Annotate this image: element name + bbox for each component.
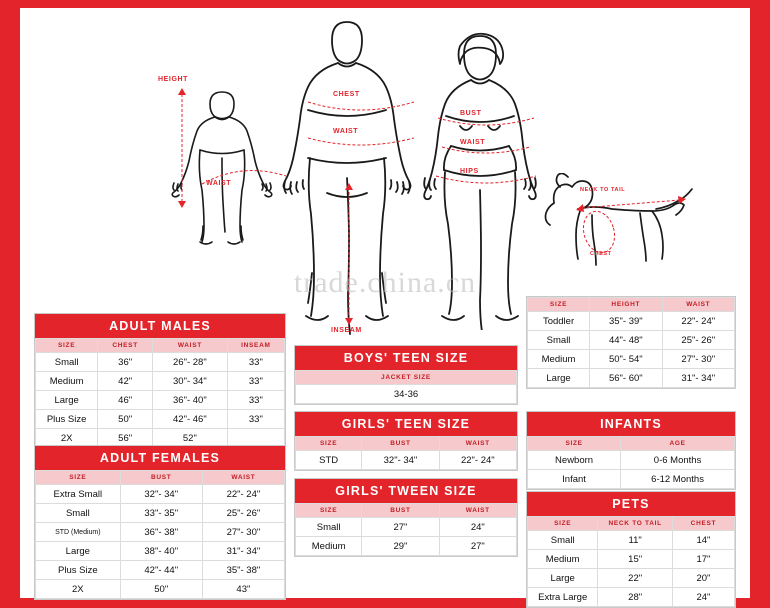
cell-bust: 33"- 35" xyxy=(120,504,202,523)
cell-waist: 27" xyxy=(439,537,516,556)
cell-neck-to-tail: 22" xyxy=(598,569,673,588)
table-row xyxy=(296,451,517,470)
table-row xyxy=(36,353,285,372)
cell-bust: 38"- 40" xyxy=(120,542,202,561)
table-row xyxy=(528,369,735,388)
cell-chest: 46" xyxy=(98,391,153,410)
cell-waist: 31"- 34" xyxy=(202,542,284,561)
label-child-waist: WAIST xyxy=(206,180,232,187)
table-row xyxy=(36,485,285,504)
label-female-waist: WAIST xyxy=(460,139,486,146)
table-row xyxy=(528,312,735,331)
hips-line-icon xyxy=(434,172,538,192)
cell-chest: 14" xyxy=(672,531,734,550)
col-size: SIZE xyxy=(36,339,98,353)
table-title: PETS xyxy=(527,492,735,516)
cell-bust: 32"- 34" xyxy=(362,451,439,470)
male-waist-line-icon xyxy=(306,134,416,156)
cell-age: 6-12 Months xyxy=(621,470,735,489)
col-waist: WAIST xyxy=(439,437,516,451)
watermark: trade.china.cn xyxy=(293,266,477,299)
table-row xyxy=(528,588,735,607)
cell-waist: 27"- 30" xyxy=(662,350,734,369)
cell-waist: 22"- 24" xyxy=(662,312,734,331)
cell-size: Large xyxy=(36,542,121,561)
cell-waist: 31"- 34" xyxy=(662,369,734,388)
cell-bust: 27" xyxy=(362,518,439,537)
cell-chest: 17" xyxy=(672,550,734,569)
cell-bust: 29" xyxy=(362,537,439,556)
table-header-row xyxy=(296,437,517,451)
cell-inseam: 33" xyxy=(227,372,284,391)
cell-waist: 22"- 24" xyxy=(439,451,516,470)
child-waist-line-icon xyxy=(198,148,288,188)
table-title: GIRLS' TEEN SIZE xyxy=(295,412,517,436)
cell-chest: 20" xyxy=(672,569,734,588)
cell-size: Medium xyxy=(296,537,362,556)
col-waist: WAIST xyxy=(439,504,516,518)
table-row xyxy=(36,372,285,391)
cell-waist: 22"- 24" xyxy=(202,485,284,504)
cell-inseam: 33" xyxy=(227,391,284,410)
col-neck-to-tail: NECK TO TAIL xyxy=(598,517,673,531)
table-row xyxy=(36,580,285,599)
cell-height: 50"- 54" xyxy=(590,350,662,369)
col-waist: WAIST xyxy=(202,471,284,485)
cell-size: Large xyxy=(36,391,98,410)
cell-inseam: 33" xyxy=(227,410,284,429)
col-bust: BUST xyxy=(362,437,439,451)
cell-waist: 25"- 26" xyxy=(202,504,284,523)
table-row xyxy=(36,523,285,542)
cell-size: STD (Medium) xyxy=(36,523,121,542)
cell-size: Medium xyxy=(528,350,590,369)
table-infants xyxy=(526,411,736,490)
col-waist: WAIST xyxy=(153,339,228,353)
cell-waist: 43" xyxy=(202,580,284,599)
cell-waist: 52" xyxy=(153,429,228,448)
label-male-chest: CHEST xyxy=(333,91,360,98)
table-row xyxy=(36,391,285,410)
table-row xyxy=(528,470,735,489)
cell-size: Newborn xyxy=(528,451,621,470)
cell-inseam: 33" xyxy=(227,353,284,372)
cell-waist: 27"- 30" xyxy=(202,523,284,542)
cell-waist: 26"- 28" xyxy=(153,353,228,372)
label-female-hips: HIPS xyxy=(460,168,479,175)
table-row xyxy=(36,542,285,561)
table-header-row xyxy=(296,371,517,385)
cell-waist: 30"- 34" xyxy=(153,372,228,391)
table-row xyxy=(296,385,517,404)
col-inseam: INSEAM xyxy=(227,339,284,353)
label-female-bust: BUST xyxy=(460,110,482,117)
col-size: SIZE xyxy=(296,437,362,451)
cell-waist: 25"- 26" xyxy=(662,331,734,350)
cell-size: Toddler xyxy=(528,312,590,331)
table-header-row xyxy=(296,504,517,518)
cell-waist: 35"- 38" xyxy=(202,561,284,580)
cell-size: Large xyxy=(528,569,598,588)
table-row xyxy=(36,504,285,523)
table-adult-females xyxy=(34,445,286,600)
col-jacket-size: JACKET SIZE xyxy=(296,371,517,385)
table-header-row xyxy=(528,298,735,312)
table-row xyxy=(296,518,517,537)
cell-chest: 36" xyxy=(98,353,153,372)
cell-chest: 50" xyxy=(98,410,153,429)
cell-bust: 32"- 34" xyxy=(120,485,202,504)
height-arrow-icon xyxy=(175,88,189,208)
col-height: HEIGHT xyxy=(590,298,662,312)
table-header-row xyxy=(528,517,735,531)
cell-bust: 42"- 44" xyxy=(120,561,202,580)
cell-waist: 36"- 40" xyxy=(153,391,228,410)
table-row xyxy=(528,569,735,588)
cell-waist: 24" xyxy=(439,518,516,537)
cell-neck-to-tail: 15" xyxy=(598,550,673,569)
table-header-row xyxy=(36,471,285,485)
cell-waist: 42"- 46" xyxy=(153,410,228,429)
label-male-waist: WAIST xyxy=(333,128,359,135)
cell-bust: 36"- 38" xyxy=(120,523,202,542)
cell-size: Extra Large xyxy=(528,588,598,607)
table-header-row xyxy=(36,339,285,353)
label-male-inseam: INSEAM xyxy=(331,327,362,334)
cell-size: Medium xyxy=(36,372,98,391)
table-row xyxy=(528,550,735,569)
cell-jacket-size: 34-36 xyxy=(296,385,517,404)
col-size: SIZE xyxy=(528,437,621,451)
cell-size: 2X xyxy=(36,580,121,599)
col-bust: BUST xyxy=(120,471,202,485)
col-size: SIZE xyxy=(36,471,121,485)
cell-size: Large xyxy=(528,369,590,388)
col-size: SIZE xyxy=(528,298,590,312)
table-row xyxy=(528,531,735,550)
chest-line-icon xyxy=(306,96,416,118)
cell-height: 44"- 48" xyxy=(590,331,662,350)
cell-chest: 24" xyxy=(672,588,734,607)
label-dog-chest: CHEST xyxy=(590,251,612,257)
cell-size: Plus Size xyxy=(36,561,121,580)
col-size: SIZE xyxy=(296,504,362,518)
table-row xyxy=(528,350,735,369)
col-bust: BUST xyxy=(362,504,439,518)
col-chest: CHEST xyxy=(672,517,734,531)
table-title: INFANTS xyxy=(527,412,735,436)
table-row xyxy=(528,451,735,470)
cell-size: 2X xyxy=(36,429,98,448)
cell-size: Extra Small xyxy=(36,485,121,504)
table-boys-teen xyxy=(294,345,518,405)
chart-canvas xyxy=(20,8,750,603)
cell-neck-to-tail: 11" xyxy=(598,531,673,550)
cell-size: Medium xyxy=(528,550,598,569)
cell-size: Small xyxy=(528,331,590,350)
cell-size: STD xyxy=(296,451,362,470)
dog-chest-ellipse-icon xyxy=(576,208,622,256)
cell-height: 56"- 60" xyxy=(590,369,662,388)
table-title: BOYS' TEEN SIZE xyxy=(295,346,517,370)
table-row xyxy=(36,561,285,580)
inseam-arrow-icon xyxy=(342,183,356,325)
cell-bust: 50" xyxy=(120,580,202,599)
table-adult-males xyxy=(34,313,286,449)
col-age: AGE xyxy=(621,437,735,451)
table-girls-teen xyxy=(294,411,518,471)
cell-size: Small xyxy=(296,518,362,537)
label-dog-neck-to-tail: NECK TO TAIL xyxy=(580,187,626,193)
col-size: SIZE xyxy=(528,517,598,531)
cell-chest: 42" xyxy=(98,372,153,391)
cell-chest: 56" xyxy=(98,429,153,448)
cell-neck-to-tail: 28" xyxy=(598,588,673,607)
table-title: GIRLS' TWEEN SIZE xyxy=(295,479,517,503)
cell-age: 0-6 Months xyxy=(621,451,735,470)
cell-size: Small xyxy=(528,531,598,550)
label-height: HEIGHT xyxy=(158,76,189,83)
col-waist: WAIST xyxy=(662,298,734,312)
cell-height: 35"- 39" xyxy=(590,312,662,331)
table-row xyxy=(296,537,517,556)
table-header-row xyxy=(528,437,735,451)
cell-size: Plus Size xyxy=(36,410,98,429)
table-girls-tween xyxy=(294,478,518,557)
cell-size: Small xyxy=(36,353,98,372)
table-title: ADULT MALES xyxy=(35,314,285,338)
col-chest: CHEST xyxy=(98,339,153,353)
table-kids xyxy=(526,296,736,389)
table-pets xyxy=(526,491,736,608)
table-row xyxy=(36,410,285,429)
table-row xyxy=(528,331,735,350)
female-waist-line-icon xyxy=(440,143,532,163)
table-title: ADULT FEMALES xyxy=(35,446,285,470)
cell-size: Small xyxy=(36,504,121,523)
cell-size: Infant xyxy=(528,470,621,489)
bust-line-icon xyxy=(436,114,536,134)
